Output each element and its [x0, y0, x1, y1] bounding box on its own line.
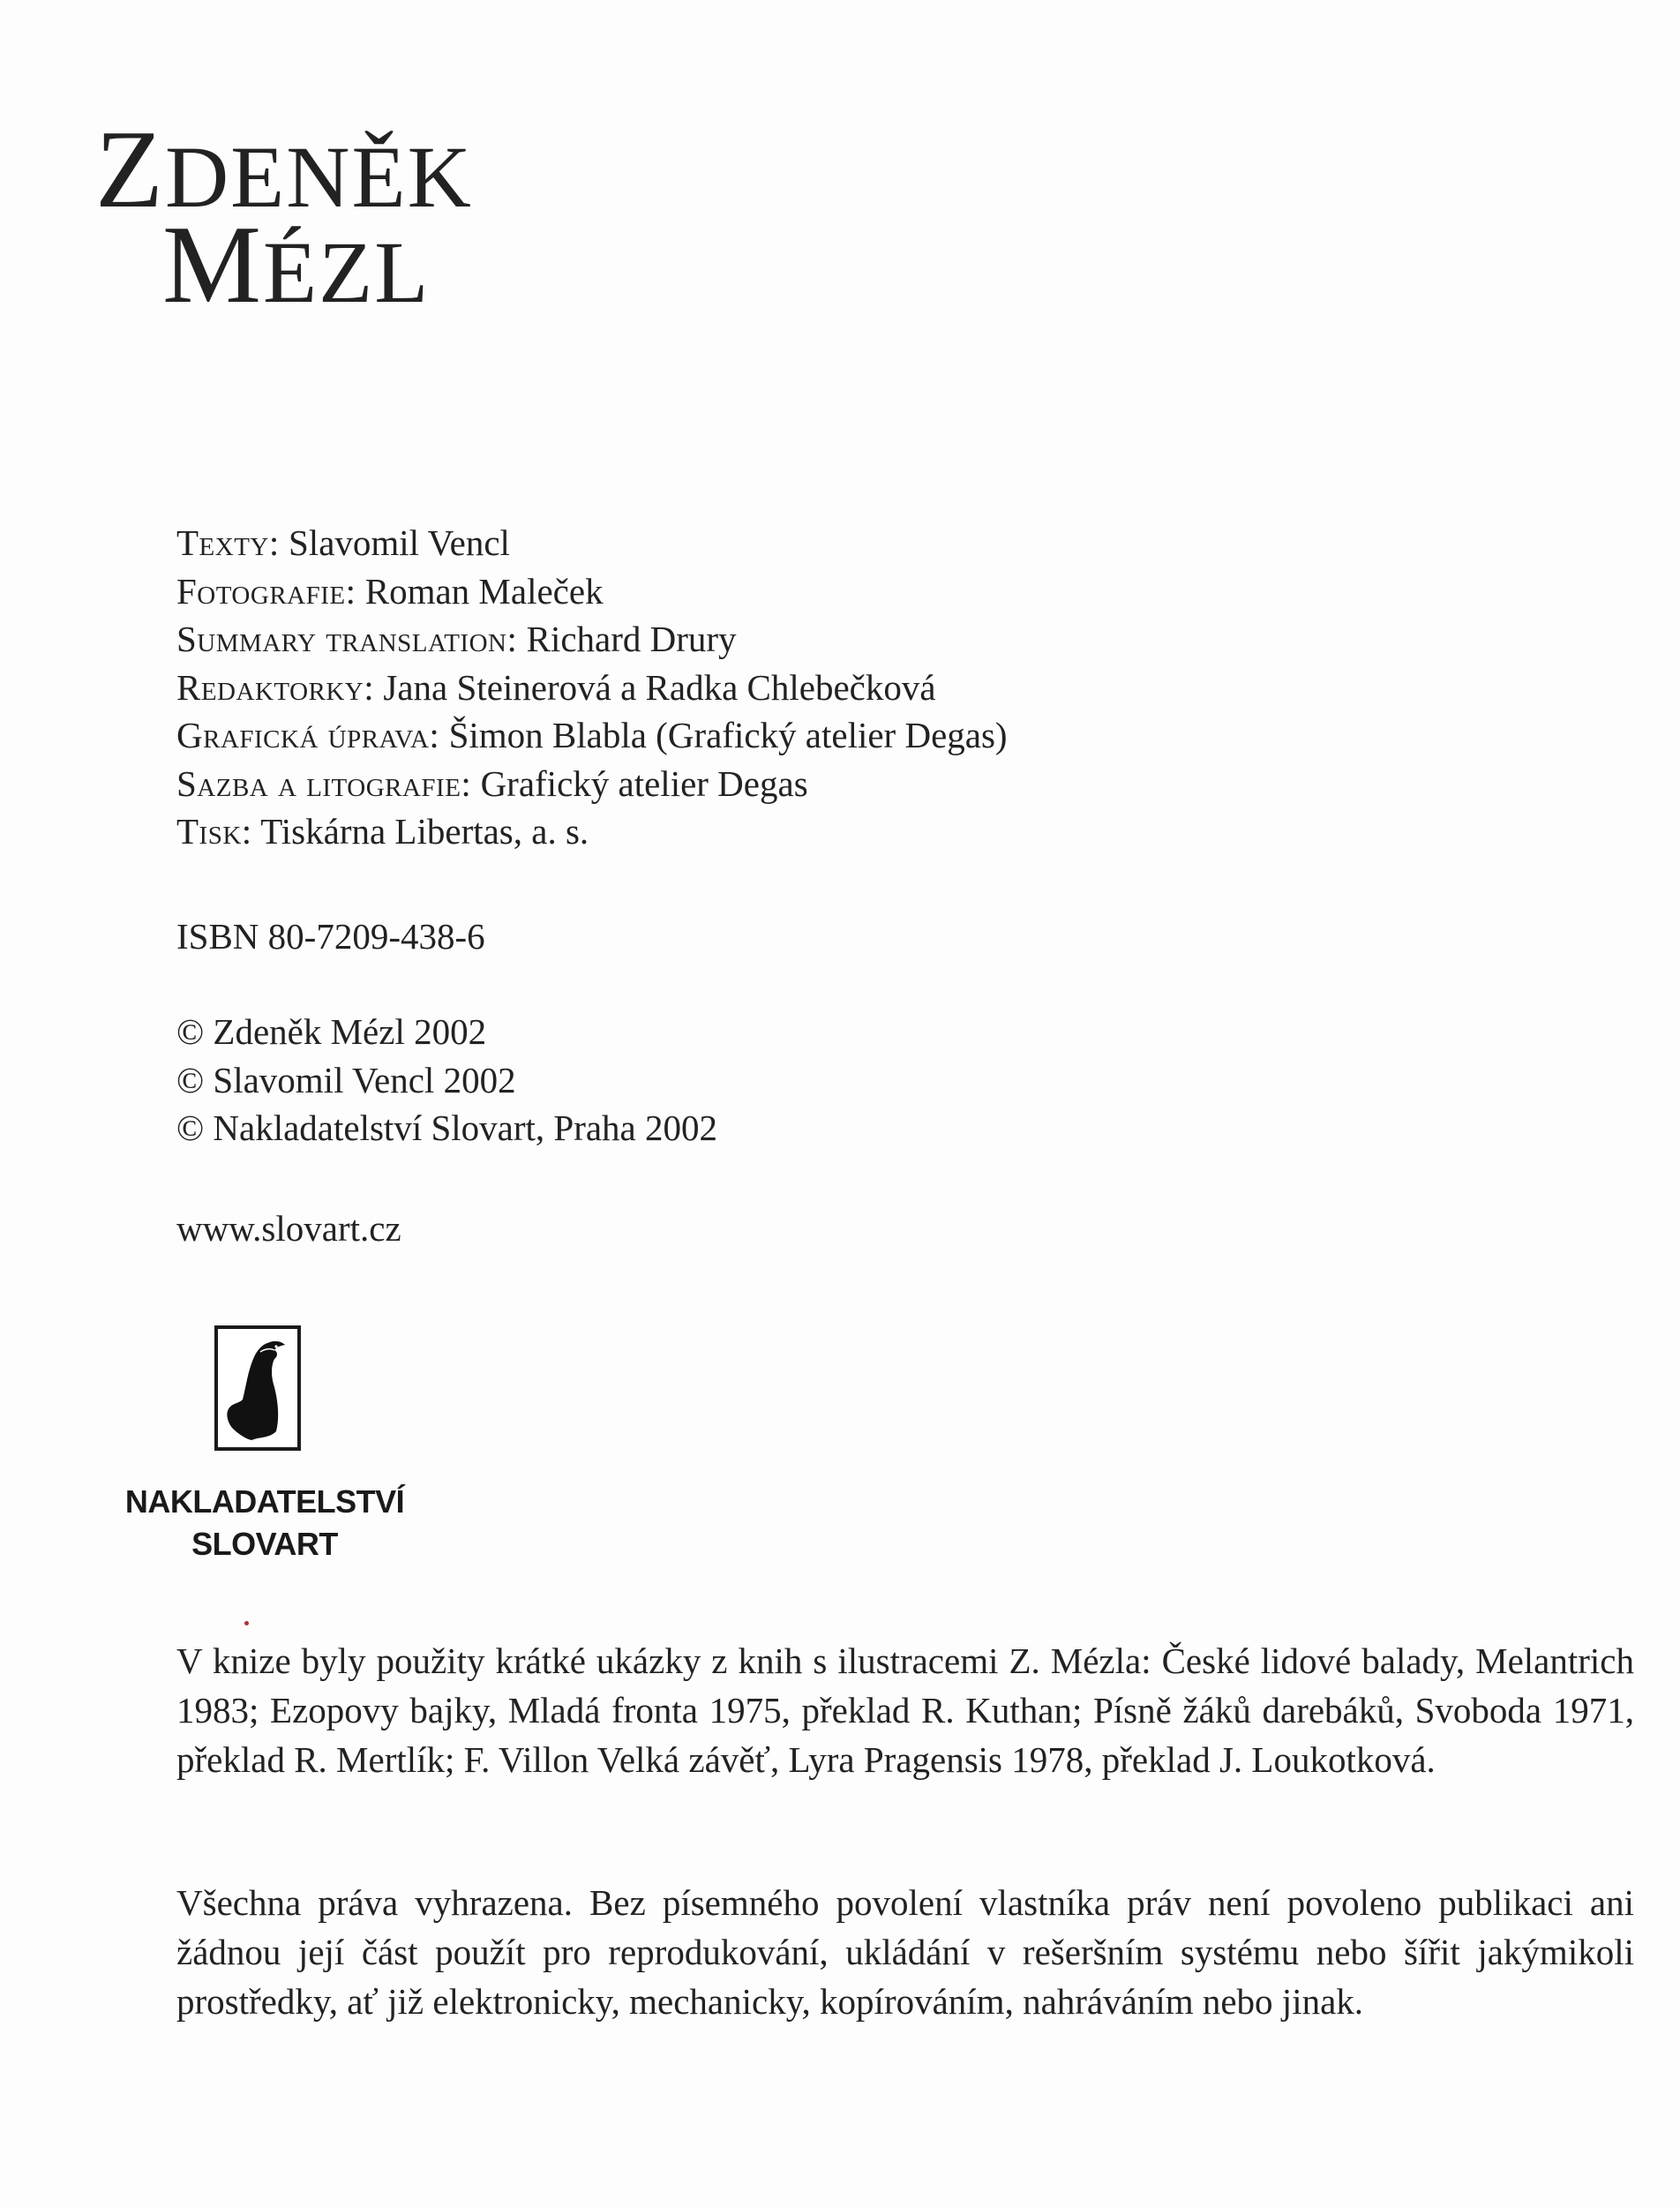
- publisher-name: [88, 1481, 441, 1565]
- publisher-line: NAKLADATELSTVÍ: [124, 1483, 405, 1520]
- credit-print: [176, 807, 1500, 856]
- illustrations-note: V knize byly použity krátké ukázky z knih s ilustracemi Z. Mézla: České lidové balady, Melantrich 1983; Ezopovy bajky, Mladá fronta 1975, překlad R. Kuthan; Písně žáků darebáků, Svoboda 1971, překlad R. Mertlík; F. Villon Velká závěť, Lyra Pragensis 1978, překlad J. Loukotková.: [176, 1640, 1634, 1780]
- credit-label: Redaktorky:: [176, 666, 375, 708]
- title-last-rest: ÉZL: [263, 223, 431, 321]
- credit-design: [176, 711, 1500, 760]
- credit-label: Texty:: [176, 522, 280, 563]
- print-speck: [244, 1621, 249, 1625]
- credit-label: Sazba a litografie:: [176, 762, 472, 804]
- credit-value: Roman Maleček: [364, 570, 604, 612]
- title-last-initial: M: [162, 204, 264, 327]
- title-first-rest: DENĚK: [164, 128, 473, 226]
- credit-label: Tisk:: [176, 811, 252, 852]
- credit-label: Grafická úprava:: [176, 715, 440, 755]
- author-title: [95, 109, 625, 327]
- copyright-line: © Nakladatelství Slovart, Praha 2002: [176, 1107, 717, 1148]
- publisher-logo: [214, 1325, 301, 1451]
- credit-label: Summary translation:: [176, 619, 518, 659]
- copyright-line: © Slavomil Vencl 2002: [176, 1059, 516, 1100]
- credit-value: Richard Drury: [526, 619, 737, 659]
- isbn: ISBN 80-7209-438-6: [176, 916, 485, 957]
- credit-photography: [176, 567, 1500, 616]
- credit-value: Grafický atelier Degas: [480, 762, 808, 804]
- credit-value: Slavomil Vencl: [289, 522, 510, 563]
- credit-translation: [176, 615, 1500, 664]
- copyright-line: © Zdeněk Mézl 2002: [176, 1011, 487, 1052]
- publisher-line: SLOVART: [191, 1526, 338, 1562]
- rights-notice: Všechna práva vyhrazena. Bez písemného povolení vlastníka práv není povoleno publikaci ani žádnou její část použít pro reprodukování, ukládání v rešeršním systému nebo šířit jakýmikoli prostředky, ať již elektronicky, mechanicky, kopírováním, nahráváním nebo jinak.: [176, 1882, 1634, 2022]
- credit-value: Jana Steinerová a Radka Chlebečková: [383, 666, 936, 708]
- bird-silhouette-icon: [221, 1332, 294, 1444]
- website-link[interactable]: www.slovart.cz: [176, 1208, 401, 1249]
- credit-label: Fotografie:: [176, 570, 356, 612]
- title-first-initial: Z: [95, 109, 165, 231]
- credit-editors: [176, 664, 1500, 712]
- credit-value: Tiskárna Libertas, a. s.: [260, 811, 589, 852]
- title-last-name: [162, 204, 431, 327]
- credit-typesetting: [176, 760, 1500, 808]
- credit-texts: [176, 519, 1500, 567]
- copyright-list: [176, 1008, 717, 1152]
- credit-value: Šimon Blabla (Grafický atelier Degas): [448, 715, 1008, 755]
- credits-list: [176, 519, 1500, 856]
